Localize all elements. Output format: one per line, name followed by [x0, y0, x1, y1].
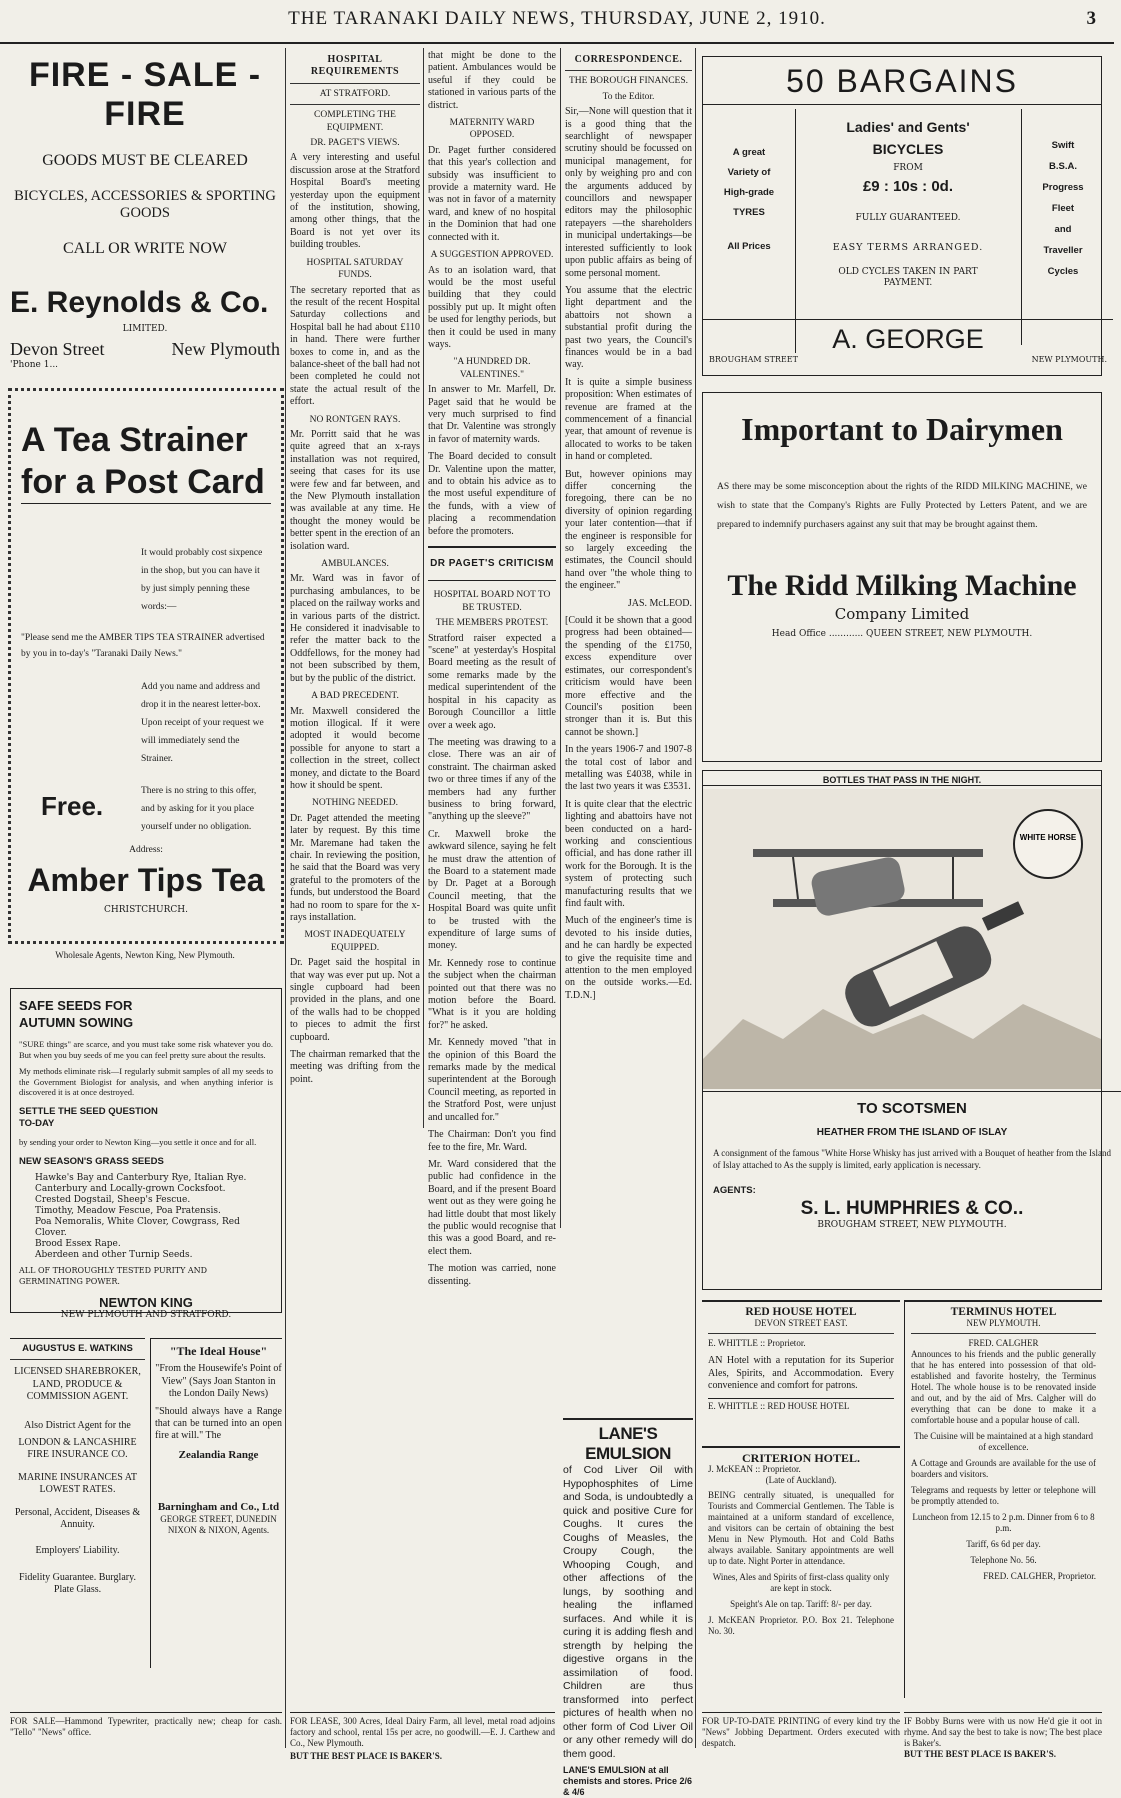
list-item: Crested Dogstail, Sheep's Fescue.: [35, 1194, 191, 1205]
ideal-house-ad: [150, 1338, 282, 1668]
terminus-town: NEW PLYMOUTH.: [966, 1318, 1041, 1329]
footer-lease-text: FOR LEASE, 300 Acres, Ideal Dairy Farm, all level, metal road adjoins factory and school, rental 15s per acre, no goodwill.—E. J. Carthew and Co., New Plymouth.: [290, 1716, 555, 1748]
bargains-mid: Ladies' and Gents': [846, 119, 970, 135]
column-rule: [695, 48, 696, 1748]
tea-intro: It would probably cost sixpence in the shop, but you can have it by just simply penning these words:—: [141, 548, 263, 612]
fire-sale-line: GOODS MUST BE CLEARED: [42, 152, 248, 169]
lanes-body: of Cod Liver Oil with Hypophosphites of Lime and Soda, is undoubtedly a quick and positive Cure for Coughs. It cures the Coughs of Measles, the Croupy Cough, the Whooping Cough, and other affections of the lungs, by soothing and healing the inflamed surfaces. And while it is curing it is adding flesh and strength by helping the digestive organs in the assimilation of food. Children are thus transformed into perfect pictures of health when no other form of Cod Liver Oil or any other remedy will do them good.: [563, 1464, 693, 1760]
seeds-ad: [10, 988, 282, 1320]
tea-strainer-ad: [8, 388, 284, 944]
red-house-title: RED HOUSE HOTEL: [745, 1306, 857, 1318]
article-subheading: A BAD PRECEDENT.: [311, 691, 399, 702]
dairymen-title: Important to Dairymen: [741, 411, 1063, 447]
lanes-title: LANE'S EMULSION: [585, 1424, 671, 1463]
footer-burns-text: IF Bobby Burns were with us now He'd gie it oot in rhyme. And say the best to take is now; The best place is Baker's.: [904, 1716, 1102, 1748]
bargains-right: [1021, 109, 1104, 345]
seeds-title: SAFE SEEDS FOR AUTUMN SOWING: [19, 998, 134, 1030]
bargains-left: [703, 109, 796, 353]
criterion-speight: Speight's Ale on tap. Tariff: 8/- per day.: [730, 1599, 872, 1610]
bargains-middle: [795, 109, 1021, 329]
bargains-footer: [703, 319, 1113, 368]
paragraph: The Board decided to consult Dr. Valentine upon the matter, and to obtain his advice as to the most useful expenditure of the funds, with a view of placing a recommendation before the promoters.: [428, 451, 556, 537]
watkins-p: Employers' Liability.: [35, 1545, 120, 1557]
bargains-left-line: TYRES: [733, 207, 765, 218]
list-item: Brood Essex Rape.: [35, 1238, 121, 1249]
fire-sale-line: CALL OR WRITE NOW: [63, 240, 227, 257]
terminus-ad: [904, 1300, 1102, 1698]
dairymen-body: AS there may be some misconception about the rights of the RIDD MILKING MACHINE, we wish to state that the Company's Rights are Fully Protected by Letters Patent, and we are prepared to indemnify purchasers against any suit that may be brought against them.: [717, 482, 1087, 530]
whisky-text: [703, 1091, 1121, 1239]
fire-sale-line: BICYCLES, ACCESSORIES & SPORTING GOODS: [14, 188, 276, 221]
article-subheading: MATERNITY WARD OPPOSED.: [449, 118, 535, 141]
bargains-left-line: High-grade: [723, 187, 775, 198]
paragraph: The motion was carried, none dissenting.: [428, 1263, 556, 1287]
whisky-body: A consignment of the famous "White Horse Whisky has just arrived with a Bouquet of heather from the Island of Islay attached to As the supply is limited, early application is necessary.: [713, 1148, 1111, 1170]
red-house-prop: E. WHITTLE :: Proprietor.: [708, 1338, 806, 1349]
bargains-brand: Fleet: [1051, 203, 1075, 214]
article-subheading: A SUGGESTION APPROVED.: [430, 250, 554, 261]
whisky-firm: S. L. HUMPHRIES & CO..: [800, 1198, 1024, 1219]
seeds-p1: "SURE things" are scarce, and you must take some risk whatever you do. But when you buy seeds of me you can feel pretty sure about the results.: [19, 1039, 273, 1060]
ideal-house-agents: NIXON & NIXON, Agents.: [167, 1524, 270, 1535]
seeds-sub: SETTLE THE SEED QUESTION TO-DAY: [19, 1105, 158, 1129]
paragraph: Mr. Porritt said that he was quite agreed that an x-rays installation was not required, seeing that cases for its use were few and far between, and the New Plymouth installation was available at any time. He thought the money would be better spent in the erection of an isolation ward.: [290, 428, 420, 552]
footer-bakers: BUT THE BEST PLACE IS BAKER'S.: [904, 1749, 1057, 1759]
paragraph: The chairman remarked that the meeting was drifting from the point.: [290, 1049, 420, 1085]
watkins-p: Fidelity Guarantee. Burglary. Plate Glass.: [19, 1571, 136, 1596]
tea-nostring: There is no string to this offer, and by asking for it you place yourself under no obligation.: [141, 786, 257, 832]
bargains-price: £9 : 10s : 0d.: [862, 178, 954, 195]
article-subheading: "A HUNDRED DR. VALENTINES.": [453, 357, 531, 380]
article-subheading: To the Editor.: [602, 91, 655, 102]
article-heading: DR PAGET'S CRITICISM: [430, 558, 554, 570]
dairymen-co: Company Limited: [834, 605, 970, 623]
list-item: Poa Nemoralis, White Clover, Cowgrass, Red Clover.: [35, 1216, 240, 1238]
watkins-p: MARINE INSURANCES AT LOWEST RATES.: [18, 1471, 137, 1496]
bargains-mid: EASY TERMS ARRANGED.: [832, 242, 984, 253]
bargains-mid: OLD CYCLES TAKEN IN PART PAYMENT.: [838, 267, 978, 288]
column-rule: [423, 48, 424, 1128]
terminus-lunch: Luncheon from 12.15 to 2 p.m. Dinner from 6 to 8 p.m.: [912, 1512, 1095, 1534]
paragraph: In the years 1906-7 and 1907-8 the total cost of labor and metalling was £4038, while in the last two years it was £3531.: [565, 744, 692, 793]
tea-headline: A Tea Strainer: [21, 421, 248, 459]
paragraph: The Chairman: Don't you find fee to the fire, Mr. Ward.: [428, 1129, 556, 1153]
whisky-title: TO SCOTSMEN: [857, 1100, 967, 1117]
ideal-house-range: Zealandia Range: [178, 1448, 259, 1461]
paragraph: Dr. Paget said the hospital in that way was ever put up. Not a single cupboard had been provided in the plans, and one of the walls had to be chopped to pieces to admit the first cupboard.: [290, 957, 420, 1043]
bargains-left-line: A great: [732, 147, 766, 158]
paragraph: Sir,—None will question that it is a good thing that the searchlight of newspaper scrutiny should be focussed on municipal management, for only by weighing pro and con the arguments adduced by councillors and newspaper editors may the philosophic ratepayers —the shareholders in municipal undertakings—be interested sufficiently to look upon public affairs as being of some personal moment.: [565, 106, 692, 279]
paragraph: Mr. Kennedy rose to continue the subject when the chairman pointed out that there was no motion before the Board. "What is it you are holding for?" he asked.: [428, 957, 556, 1031]
tea-agents: Wholesale Agents, Newton King, New Plymouth.: [55, 950, 235, 960]
tea-quote: "Please send me the AMBER TIPS TEA STRAINER advertised by you in to-day's "Taranaki Daily News.": [21, 633, 265, 659]
criterion-late: (Late of Auckland).: [765, 1475, 837, 1486]
letter-signature: JAS. McLEOD.: [627, 597, 692, 609]
bargains-firm: A. GEORGE: [832, 324, 984, 354]
seeds-place: NEW PLYMOUTH AND STRATFORD.: [60, 1309, 232, 1320]
paragraph: Cr. Maxwell broke the awkward silence, saying he felt he must draw the attention of the Board to a statement made by Dr. Paget at a Borough Council meeting, that the Hospital Board was quite unfit to be trusted with the expenditure of large sums of money.: [428, 828, 556, 952]
criterion-footer: J. McKEAN Proprietor. P.O. Box 21. Telephone No. 30.: [708, 1615, 894, 1637]
article-subheading: AMBULANCES.: [321, 559, 389, 570]
dairymen-firm: The Ridd Milking Machine: [727, 569, 1077, 602]
list-item: Aberdeen and other Turnip Seeds.: [35, 1249, 193, 1260]
watkins-p: LICENSED SHAREBROKER, LAND, PRODUCE & COMMISSION AGENT.: [14, 1366, 141, 1403]
bargains-brand: B.S.A.: [1049, 161, 1077, 172]
hospital-article-continued: [428, 50, 556, 1330]
criterion-prop: J. McKEAN :: Proprietor.: [708, 1464, 801, 1475]
paragraph: A very interesting and useful discussion arose at the Stratford Hospital Board's meeting yesterday upon the equipment of the institution, showing, among other things, that the Board is not yet over its building troubles.: [290, 152, 420, 251]
list-item: Canterbury and Locally-grown Cocksfoot.: [35, 1183, 226, 1194]
bargains-street: BROUGHAM STREET: [709, 355, 798, 364]
whisky-label: WHITE HORSE: [1019, 833, 1077, 842]
fire-sale-ad: [10, 52, 280, 370]
bargains-brand: Swift: [1051, 140, 1075, 151]
lanes-footer: LANE'S EMULSION at all chemists and stores. Price 2/6 & 4/6: [563, 1765, 693, 1797]
terminus-tel: Telephone No. 56.: [970, 1555, 1037, 1566]
terminus-telegram: Telegrams and requests by letter or telephone will be promptly attended to.: [911, 1485, 1096, 1507]
ideal-house-addr: GEORGE STREET, DUNEDIN: [160, 1513, 277, 1524]
ideal-house-body: "From the Housewife's Point of View" (Says Joan Stanton in the London Daily News): [155, 1363, 282, 1400]
fire-sale-limited: LIMITED.: [122, 324, 168, 334]
bargains-mid: FULLY GUARANTEED.: [855, 213, 961, 223]
paragraph: Much of the engineer's time is devoted to his inside duties, and he can hardly be expected to give the requisite time and attention to the men employed on the outside works.—Ed. T.D.N.]: [565, 915, 692, 1001]
whisky-addr: BROUGHAM STREET, NEW PLYMOUTH.: [817, 1220, 1007, 1230]
paragraph: The secretary reported that as the result of the recent Hospital Saturday collections and Hospital ball he had about £110 in hand. There were further boxes to come in, and as the balance-sheet of the ball had not been completed he could not state the actual result of the effort.: [290, 284, 420, 408]
red-house-ad: [702, 1300, 900, 1445]
article-heading: CORRESPONDENCE.: [574, 54, 683, 65]
bargains-left-line: Variety of: [727, 167, 771, 178]
tea-instructions: Add you name and address and drop it in the nearest letter-box. Upon receipt of your request we will immediately send the Strainer.: [141, 682, 264, 764]
paragraph: The meeting was drawing to a close. There was an air of constraint. The chairman asked two or three times if any of the members had any further business to bring forward, "anything up the sleeve?": [428, 736, 556, 823]
paragraph: Dr. Paget attended the meeting later by request. By this time Mr. Maremane had taken the chair. In reviewing the position, he said that the Board was very grateful to the promoters of the funds, but understood the Board had no room to spare for the x-rays installation.: [290, 812, 420, 923]
seeds-sub: NEW SEASON'S GRASS SEEDS: [19, 1155, 164, 1167]
article-subheading: THE MEMBERS PROTEST.: [435, 618, 549, 629]
fire-sale-headline: FIRE - SALE - FIRE: [28, 56, 262, 133]
terminus-prop: FRED. CALGHER: [968, 1338, 1039, 1349]
bargains-title: 50 BARGAINS: [703, 57, 1101, 105]
paragraph: As to an isolation ward, that would be the most useful building that they could possibly put up. It might often be used for lengthy periods, but then it could be used in many ways.: [428, 264, 556, 350]
criticism-heading-box: [428, 546, 556, 581]
article-subheading: MOST INADEQUATELY EQUIPPED.: [304, 930, 406, 953]
ideal-house-firm: Barningham and Co., Ltd: [157, 1501, 280, 1514]
terminus-title: TERMINUS HOTEL: [950, 1306, 1057, 1318]
column-rule: [560, 48, 561, 1228]
page-number: 3: [1086, 8, 1096, 29]
terminus-tariff: Tariff, 6s 6d per day.: [966, 1539, 1041, 1550]
bargains-mid: BICYCLES: [872, 141, 944, 157]
criterion-body: BEING centrally situated, is unequalled for Tourists and Commercial Gentlemen. The Table is maintained at a uniform standard of excellence, and visitors can be certain of obtaining the best Menu in New Plymouth. Hot and Cold Baths always available. Sanitary appointments are well up to date. Night Porter in attendance.: [708, 1490, 894, 1567]
article-subheading: AT STRATFORD.: [319, 88, 391, 99]
bargains-ad: [702, 56, 1107, 376]
paragraph: You assume that the electric light department and the abattoirs not shown a substantial profit during the past two years, the Council's finances would be in a bad way.: [565, 284, 692, 371]
red-house-addr: DEVON STREET EAST.: [754, 1318, 848, 1329]
masthead: [0, 0, 1114, 44]
bargains-brand: and: [1054, 224, 1072, 235]
footer-burns: [904, 1712, 1102, 1772]
paragraph: that might be done to the patient. Ambulances would be useful if they could be stationed in various parts of the district.: [428, 50, 556, 111]
article-heading: HOSPITAL REQUIREMENTS: [310, 54, 400, 78]
bargains-left-line: All Prices: [727, 241, 771, 252]
list-item: Timothy, Meadow Fescue, Poa Pratensis.: [35, 1205, 221, 1216]
whisky-illustration: [703, 789, 1101, 1089]
paragraph: [Could it be shown that a good progress had been obtained—the spending of the £1750, excess expenditure over estimates, our correspondent's criticism would have been more effective and the Council's position been stronger than it is. But this cannot be shown.]: [565, 615, 692, 738]
bargains-brand: Progress: [1042, 182, 1084, 193]
bargains-mid: FROM: [893, 163, 923, 173]
article-subheading: HOSPITAL BOARD NOT TO BE TRUSTED.: [433, 590, 551, 613]
footer-lease: [290, 1712, 555, 1772]
paragraph: It is quite a simple business proposition: When estimates of revenue are framed at the commencement of a financial year, that amount of revenue is allocated to works to be taken in hand or completed.: [565, 376, 692, 463]
terminus-cottage: A Cottage and Grounds are available for the use of boarders and visitors.: [911, 1458, 1096, 1480]
paragraph: Mr. Maxwell considered the motion illogical. If it were adopted it would become possible for anyone to start a collection in the street, collect money, and dictate to the Board how it should be spent.: [290, 705, 420, 791]
criterion-wines: Wines, Ales and Spirits of first-class quality only are kept in stock.: [712, 1572, 890, 1594]
footer-typewriter: FOR SALE—Hammond Typewriter, practically new; cheap for cash. "Tello" "News" office.: [10, 1712, 282, 1772]
terminus-cuisine: The Cuisine will be maintained at a high standard of excellence.: [914, 1431, 1093, 1453]
article-subheading: THE BOROUGH FINANCES.: [568, 76, 689, 87]
paragraph: But, however opinions may differ concerning the foregoing, there can be no diversity of opinion regarding your later contention—that if the engineer is responsible for so largely exceeding the estimates, the Council should hand over "the whole thing to the engineer.": [565, 468, 692, 592]
white-horse-label-icon: [1014, 810, 1082, 878]
article-subheading: NOTHING NEEDED.: [311, 798, 398, 809]
fire-sale-town: New Plymouth: [171, 339, 280, 359]
paragraph: Mr. Ward considered that the public had confidence in the Board, and if the present Board went out as they were going he had little doubt that most likely the public would recognise that this was a good Board, and re-elect them.: [428, 1158, 556, 1257]
article-subheading: DR. PAGET'S VIEWS.: [310, 138, 400, 149]
criterion-title: CRITERION HOTEL.: [741, 1451, 861, 1465]
hospital-article: [290, 50, 420, 1350]
tea-city: CHRISTCHURCH.: [104, 905, 188, 916]
terminus-sign: FRED. CALGHER, Proprietor.: [983, 1571, 1096, 1582]
list-item: Hawke's Bay and Canterbury Rye, Italian Rye.: [35, 1172, 247, 1183]
fire-sale-firm: E. Reynolds & Co.: [10, 286, 269, 319]
watkins-name: AUGUSTUS E. WATKINS: [22, 1343, 133, 1354]
tea-headline: for a Post Card: [21, 461, 271, 504]
tea-brand: Amber Tips Tea: [27, 862, 265, 899]
whisky-agents: AGENTS:: [713, 1185, 756, 1196]
paragraph: In answer to Mr. Marfell, Dr. Paget said that he would be very much surprised to find that Dr. Valentine was strongly in favor of maternity wards.: [428, 384, 556, 445]
article-subheading: HOSPITAL SATURDAY FUNDS.: [306, 257, 404, 281]
terminus-body: Announces to his friends and the public generally that he has entered into possession of that old-established and favorite hostelry, the Terminus Hotel. The whole house is to be renovated inside and out, and by the aid of Mrs. Calgher will do everything that can be done to make it a comfortable house and a popular house of call.: [911, 1349, 1096, 1426]
seeds-p3: by sending your order to Newton King—you settle it once and for all.: [19, 1136, 257, 1147]
paragraph: Stratford raiser expected a "scene" at yesterday's Hospital Board meeting as the result of some remarks made by the medical superintendent of the hospital in his capacity as Borough Councillor a little over a week ago.: [428, 632, 556, 731]
whisky-banner: BOTTLES THAT PASS IN THE NIGHT.: [703, 771, 1101, 786]
paragraph: Mr. Ward was in favor of purchasing ambulances, to be placed on the railway works and in various parts of the district. He considered it inadvisable to refer the matter back to the Oddfellows, for the money had not been subscribed by them, but by the public of the district.: [290, 573, 420, 684]
whisky-ad: [702, 770, 1111, 1290]
criterion-ad: [702, 1446, 900, 1698]
seeds-p2: My methods eliminate risk—I regularly submit samples of all my seeds to the Government Biologist for analysis, and when anything inferior is discovered it is at once destroyed.: [19, 1066, 273, 1097]
watkins-ad: [10, 1338, 145, 1708]
fire-sale-street: Devon Street: [10, 339, 105, 359]
bargains-brand: Traveller: [1043, 245, 1083, 256]
fire-sale-phone: 'Phone 1...: [10, 360, 59, 370]
seeds-list: [35, 1173, 273, 1261]
tea-free: Free.: [41, 791, 104, 821]
paragraph: It is quite clear that the electric lighting and abattoirs have not been conducted on a hard-working and conscientious official, and has done rather ill work for the Borough. It is the system of protecting such manufacturing results that we find fault with.: [565, 798, 692, 909]
footer-printing: FOR UP-TO-DATE PRINTING of every kind try the "News" Jobbing Department. Orders executed with despatch.: [702, 1712, 900, 1772]
correspondence-article: [565, 50, 692, 1420]
bargains-town: NEW PLYMOUTH.: [1031, 355, 1107, 364]
article-subheading: COMPLETING THE EQUIPMENT.: [314, 110, 396, 133]
dairymen-ad: [702, 392, 1102, 762]
article-subheading: NO RONTGEN RAYS.: [309, 414, 401, 425]
red-house-body: AN Hotel with a reputation for its Superior Ales, Spirits, and Accommodation. Every convenience and comfort for patrons.: [708, 1355, 894, 1392]
dairymen-addr: Head Office ............ QUEEN STREET, NEW PLYMOUTH.: [771, 629, 1033, 639]
watkins-p: Also District Agent for the: [24, 1419, 131, 1431]
whisky-sub: HEATHER FROM THE ISLAND OF ISLAY: [816, 1127, 1008, 1138]
bargains-brand: Cycles: [1047, 266, 1079, 277]
seeds-firm: NEWTON KING: [99, 1294, 193, 1310]
ideal-house-quote: "Should always have a Range that can be turned into an open fire at will." The: [155, 1405, 282, 1442]
red-house-sign: E. WHITTLE :: RED HOUSE HOTEL: [708, 1398, 894, 1412]
masthead-title: THE TARANAKI DAILY NEWS, THURSDAY, JUNE 2, 1910.: [288, 8, 826, 29]
column-rule: [285, 48, 286, 1748]
paragraph: Mr. Kennedy moved "that in the opinion of this Board the remarks made by the medical superintendent at the Borough Council meeting, as reported in the Stratford Post, were unjust and uncalled for.": [428, 1037, 556, 1123]
tea-address-label: Address:: [129, 845, 163, 855]
paragraph: Dr. Paget further considered that this year's collection and subsidy was insufficient to provide a maternity ward. He was not in favor of a maternity ward, and knew of no hospital in the Dominion that had one connected with it.: [428, 144, 556, 243]
ideal-house-title: "The Ideal House": [169, 1344, 268, 1358]
watkins-p: LONDON & LANCASHIRE FIRE INSURANCE CO.: [18, 1437, 137, 1461]
footer-bakers: BUT THE BEST PLACE IS BAKER'S.: [290, 1751, 443, 1761]
seeds-tested: ALL OF THOROUGHLY TESTED PURITY AND GERMINATING POWER.: [19, 1265, 208, 1286]
lanes-emulsion-ad: [563, 1418, 693, 1797]
watkins-p: Personal, Accident, Diseases & Annuity.: [14, 1506, 141, 1531]
